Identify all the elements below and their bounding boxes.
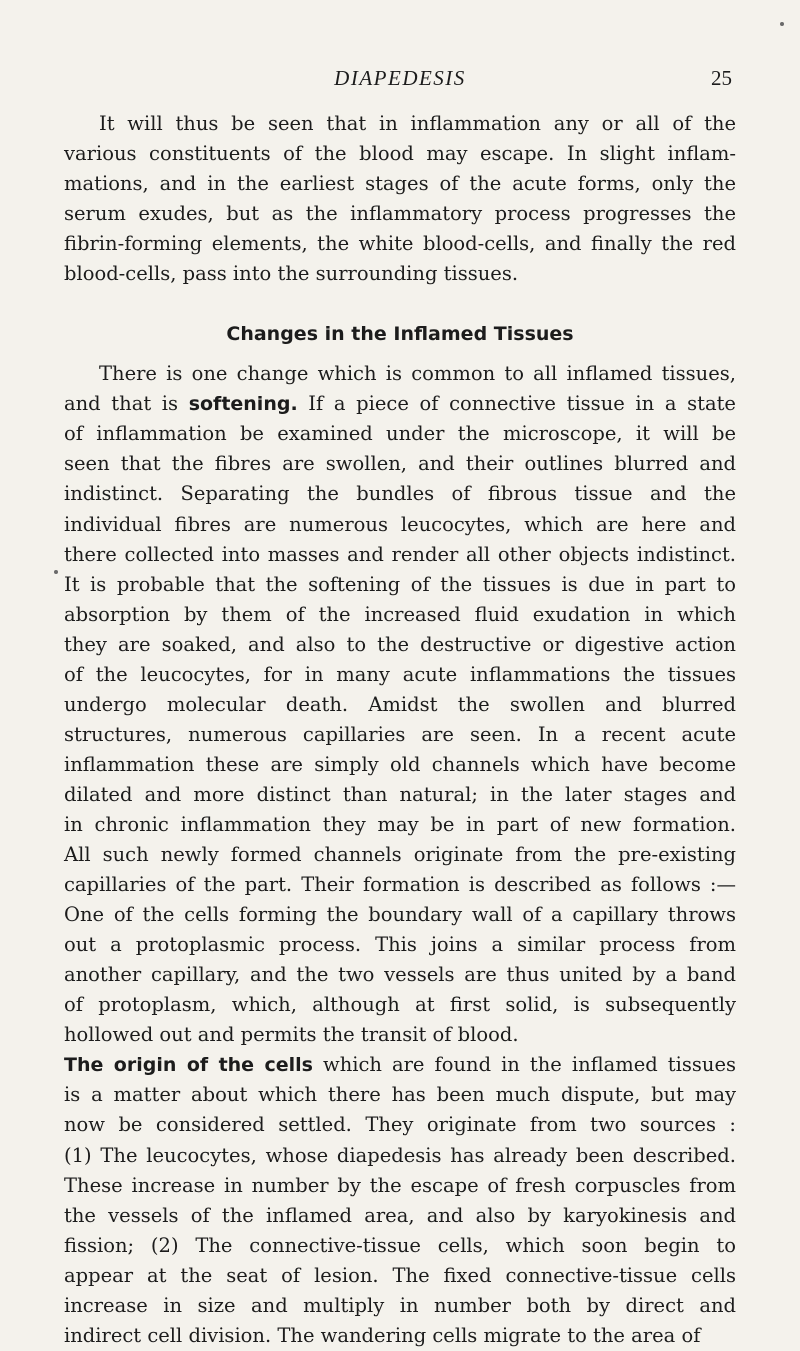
- running-head: [68, 66, 732, 96]
- text-line: out a protoplasmic process. This joins a similar process from: [64, 933, 736, 957]
- text-line: One of the cells forming the boundary wall of a capillary throws: [64, 903, 736, 927]
- text-line: All such newly formed channels originate from the pre-existing: [64, 843, 736, 867]
- text-line: of the leucocytes, for in many acute inflammations the tissues: [64, 662, 736, 686]
- text-line: [64, 389, 736, 419]
- text-line: appear at the seat of lesion. The fixed connective-tissue cells: [64, 1263, 736, 1287]
- section-heading: Changes in the Inflamed Tissues: [226, 323, 574, 346]
- text-line: serum exudes, but as the inflammatory process progresses the: [64, 202, 736, 226]
- text-line: inflammation these are simply old channels which have become: [64, 752, 736, 776]
- paragraph-1: [64, 109, 736, 289]
- text-line: structures, numerous capillaries are seen. In a recent acute: [64, 722, 736, 746]
- paragraph-3: [64, 1050, 736, 1350]
- text-line: there collected into masses and render all other objects indistinct.: [64, 542, 736, 566]
- key-term-origin-of-cells: The origin of the cells: [64, 1054, 313, 1077]
- text-run: which are found in the inflamed tissues: [312, 1053, 736, 1077]
- text-line: the vessels of the inflamed area, and also by karyokinesis and: [64, 1203, 736, 1227]
- text-line: These increase in number by the escape of fresh corpuscles from: [64, 1173, 736, 1197]
- text-line: indistinct. Separating the bundles of fibrous tissue and the: [64, 482, 736, 506]
- text-line: blood-cells, pass into the surrounding tissues.: [64, 262, 519, 286]
- body-text: [64, 109, 736, 1351]
- text-line: undergo molecular death. Amidst the swollen and blurred: [64, 692, 736, 716]
- text-line: absorption by them of the increased fluid exudation in which: [64, 602, 736, 626]
- margin-bullet-mark: [54, 570, 58, 574]
- paragraph-2: [64, 359, 736, 1050]
- text-line: dilated and more distinct than natural; in the later stages and: [64, 782, 736, 806]
- text-line: hollowed out and permits the transit of blood.: [64, 1023, 519, 1047]
- page-number: 25: [711, 66, 732, 90]
- text-line: It will thus be seen that in inflammation any or all of the: [99, 112, 736, 135]
- text-line: increase in size and multiply in number both by direct and: [64, 1293, 736, 1317]
- text-line: It is probable that the softening of the tissues is due in part to: [64, 572, 736, 596]
- text-line: they are soaked, and also to the destructive or digestive action: [64, 632, 736, 656]
- text-line: individual fibres are numerous leucocytes, which are here and: [64, 512, 736, 536]
- text-line: indirect cell division. The wandering cells migrate to the area of: [64, 1323, 701, 1347]
- text-run: If a piece of connective tissue in a state: [297, 392, 736, 416]
- text-line: another capillary, and the two vessels are thus united by a band: [64, 963, 736, 987]
- text-line: of inflammation be examined under the microscope, it will be: [64, 422, 736, 446]
- text-line: now be considered settled. They originate from two sources :: [64, 1113, 736, 1137]
- text-line: in chronic inflammation they may be in part of new formation.: [64, 812, 736, 836]
- text-line: capillaries of the part. Their formation is described as follows :—: [64, 873, 736, 897]
- text-line: various constituents of the blood may escape. In slight inflam-: [64, 142, 736, 166]
- key-term-softening: softening.: [188, 393, 298, 416]
- text-line: of protoplasm, which, although at first solid, is subsequently: [64, 993, 736, 1017]
- text-line: [64, 1050, 736, 1080]
- text-line: seen that the fibres are swollen, and their outlines blurred and: [64, 452, 736, 476]
- running-title: DIAPEDESIS: [334, 66, 466, 90]
- text-line: is a matter about which there has been much dispute, but may: [64, 1083, 736, 1107]
- text-line: fission; (2) The connective-tissue cells, which soon begin to: [64, 1233, 736, 1257]
- print-speck: [780, 22, 784, 26]
- text-line: mations, and in the earliest stages of the acute forms, only the: [64, 172, 736, 196]
- text-run: and that is: [64, 392, 189, 416]
- text-line: (1) The leucocytes, whose diapedesis has already been described.: [64, 1143, 736, 1167]
- text-line: There is one change which is common to all inflamed tissues,: [99, 362, 736, 386]
- text-line: fibrin-forming elements, the white blood-cells, and finally the red: [64, 232, 736, 256]
